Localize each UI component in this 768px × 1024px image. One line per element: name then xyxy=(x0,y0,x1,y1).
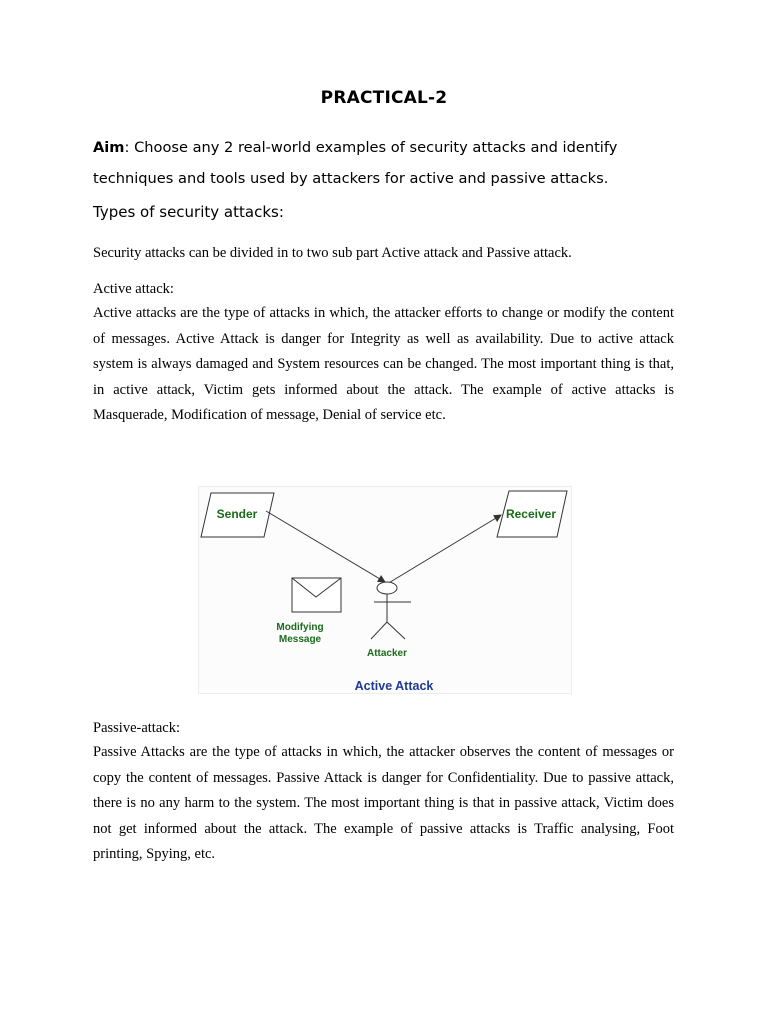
sender-to-attacker-arrow xyxy=(266,511,385,582)
aim-text: : Choose any 2 real-world examples of security attacks and identify techniques and tools used by attackers for active and passive attacks. xyxy=(93,139,618,187)
types-heading: Types of security attacks: xyxy=(93,203,284,221)
diagram-svg xyxy=(199,487,571,693)
attacker-to-receiver-arrow xyxy=(387,515,501,584)
receiver-label: Receiver xyxy=(505,507,557,521)
modifying-message-label-2: Message xyxy=(278,634,322,645)
passive-attack-heading: Passive-attack: xyxy=(93,720,180,736)
passive-attack-paragraph: Passive Attacks are the type of attacks in which, the attacker observes the content of messages or copy the content of messages. Passive Attack is danger for Confidentiality. Due to passive attack, there is no any harm to the system. The most important thing is that in passive attack, Victim does not get informed about the attack. The example of passive attacks is Traffic analysing, Foot printing, Spying, etc. xyxy=(93,744,674,862)
diagram-caption: Active Attack xyxy=(354,679,434,693)
sender-label: Sender xyxy=(216,507,258,521)
modifying-message-label-1: Modifying xyxy=(276,622,324,633)
page-title: PRACTICAL-2 xyxy=(320,88,448,108)
active-attack-diagram xyxy=(198,486,572,694)
active-attack-paragraph: Active attacks are the type of attacks in which, the attacker efforts to change or modify the content of messages. Active Attack is danger for Integrity as well as availability. Due to active attack system is always damaged and System resources can be changed. The most important thing is that, in active attack, Victim gets informed about the attack. The example of active attacks is Masquerade, Modification of message, Denial of service etc. xyxy=(93,305,674,423)
attacker-figure-icon xyxy=(371,582,411,639)
intro-text: Security attacks can be divided in to two sub part Active attack and Passive attack. xyxy=(93,245,572,261)
envelope-icon xyxy=(292,578,341,612)
aim-label: Aim xyxy=(93,139,125,156)
attacker-label: Attacker xyxy=(366,648,408,659)
active-attack-heading: Active attack: xyxy=(93,281,174,297)
aim-paragraph xyxy=(93,132,683,194)
